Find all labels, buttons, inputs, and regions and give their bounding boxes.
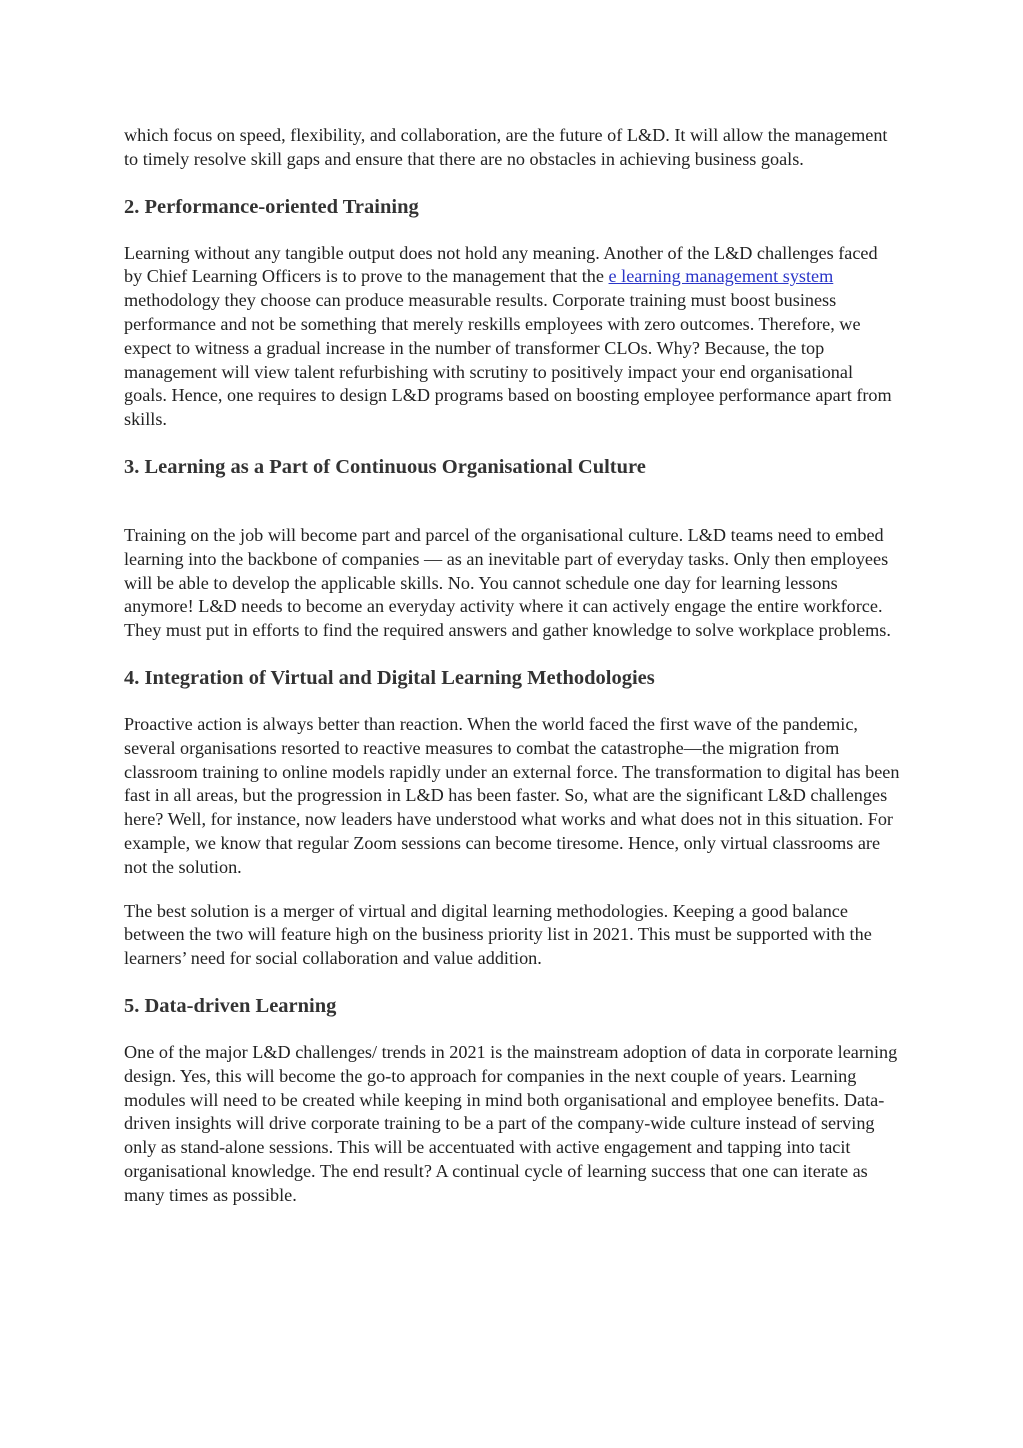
section-4-paragraph-2: The best solution is a merger of virtual and digital learning methodologies. Keeping a good balance between the two will feature high on the business priority list in 2021. This must be supported with the learners’ need for social collaboration and value addition. bbox=[124, 900, 872, 969]
section-5-paragraph: One of the major L&D challenges/ trends in 2021 is the mainstream adoption of data in corporate learning design. Yes, this will become the go-to approach for companies in the next couple of years. Learning modules will need to be created while keeping in mind both organisational and employee benefits. Data-driven insights will drive corporate training to be a part of the company-wide culture instead of serving only as stand-alone sessions. This will be accentuated with active engagement and tapping into tacit organisational knowledge. The end result? A continual cycle of learning success that one can iterate as many times as possible. bbox=[124, 1041, 898, 1205]
section-2-heading: 2. Performance-oriented Training bbox=[124, 195, 419, 218]
section-3-paragraph: Training on the job will become part and parcel of the organisational culture. L&D teams need to embed learning into the backbone of companies — as an inevitable part of everyday tasks. Only then employees will be able to develop the applicable skills. No. You cannot schedule one day for learning lessons anymore! L&D needs to become an everyday activity where it can actively engage the entire workforce. They must put in efforts to find the required answers and gather knowledge to solve workplace problems. bbox=[124, 524, 891, 641]
section-2-paragraph bbox=[124, 242, 900, 432]
section-3-heading: 3. Learning as a Part of Continuous Organisational Culture bbox=[124, 455, 646, 478]
section-2-text-after-link: methodology they choose can produce measurable results. Corporate training must boost business performance and not be something that merely reskills employees with zero outcomes. Therefore, we expect to witness a gradual increase in the number of transformer CLOs. Why? Because, the top management will view talent refurbishing with scrutiny to positively impact your end organisational goals. Hence, one requires to design L&D programs based on boosting employee performance apart from skills. bbox=[124, 290, 892, 430]
section-5-heading: 5. Data-driven Learning bbox=[124, 994, 337, 1017]
section-4-paragraph-1: Proactive action is always better than reaction. When the world faced the first wave of the pandemic, several organisations resorted to reactive measures to combat the catastrophe—the migration from classroom training to online models rapidly under an external force. The transformation to digital has been fast in all areas, but the progression in L&D has been faster. So, what are the significant L&D challenges here? Well, for instance, now leaders have understood what works and what does not in this situation. For example, we know that regular Zoom sessions can become tiresome. Hence, only virtual classrooms are not the solution. bbox=[124, 713, 900, 877]
intro-paragraph: which focus on speed, flexibility, and collaboration, are the future of L&D. It will allow the management to timely resolve skill gaps and ensure that there are no obstacles in achieving business goals. bbox=[124, 125, 888, 169]
e-learning-management-system-link[interactable]: e learning management system bbox=[608, 266, 834, 287]
document-page bbox=[124, 124, 900, 1208]
section-2-text-before-link: Learning without any tangible output does not hold any meaning. Another of the L&D challenges faced by Chief Learning Officers is to prove to the management that the bbox=[124, 242, 878, 287]
section-4-heading: 4. Integration of Virtual and Digital Learning Methodologies bbox=[124, 666, 655, 689]
